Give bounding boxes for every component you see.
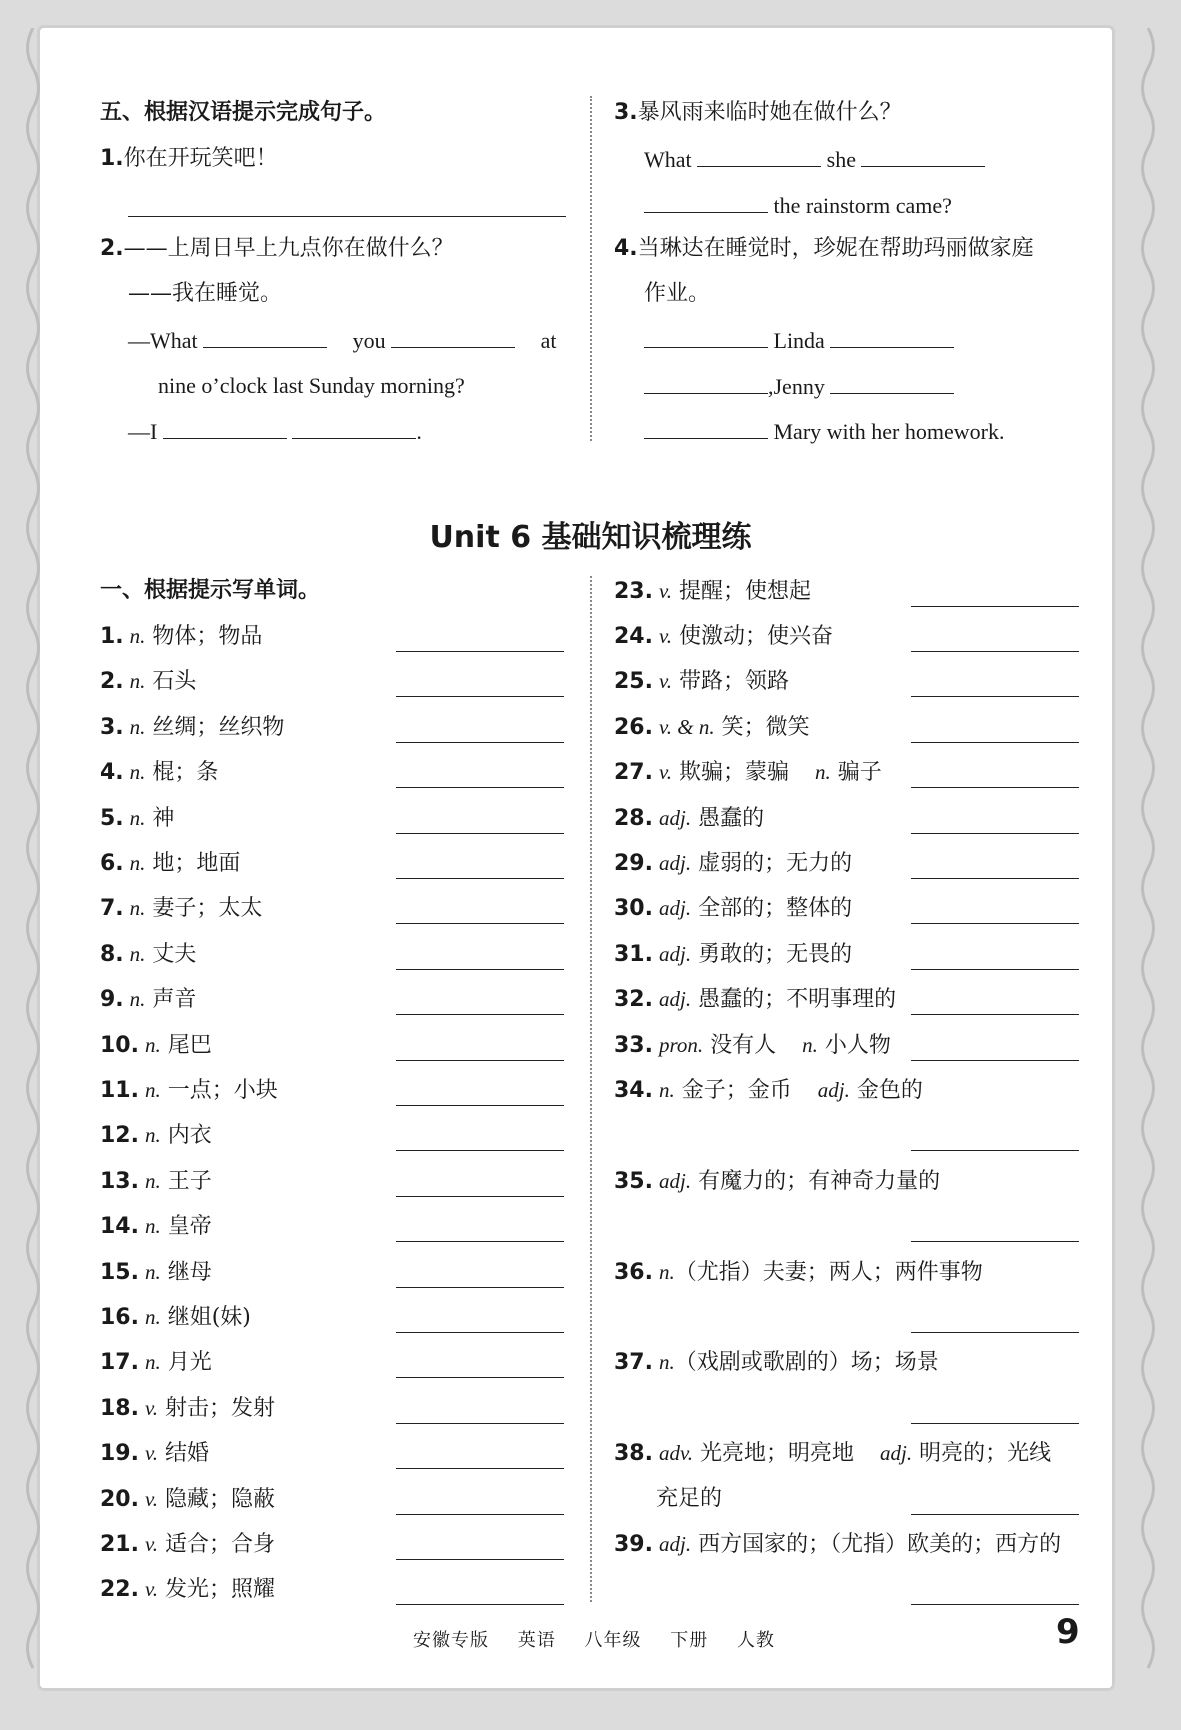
word-item [614, 1030, 891, 1061]
word-item [614, 1529, 1061, 1560]
item-number: 28. [614, 805, 653, 831]
footer-grade: 八年级 [584, 1630, 642, 1651]
word-item [100, 803, 174, 834]
answer-line[interactable] [396, 833, 564, 834]
answer-line[interactable] [396, 1604, 564, 1605]
answer-line[interactable] [911, 923, 1079, 924]
en-text: the rainstorm came? [773, 193, 952, 218]
part-of-speech: n. [658, 1078, 675, 1102]
s5-q4-line1 [614, 234, 1034, 264]
word-item [100, 1166, 212, 1197]
answer-blank[interactable] [830, 371, 954, 394]
question-text: 暴风雨来临时她在做什么？ [637, 100, 902, 125]
page-number: 9 [1056, 1612, 1080, 1652]
item-number: 35. [614, 1168, 653, 1194]
word-item [614, 666, 789, 697]
definition: 没有人 [703, 1032, 777, 1058]
word-item [614, 712, 810, 743]
word-item [614, 893, 852, 924]
part-of-speech: v. [144, 1486, 158, 1511]
definition: 结婚 [158, 1441, 209, 1467]
s5-q2-en-line1 [128, 325, 557, 356]
item-number: 2. [100, 669, 124, 695]
part-of-speech: n. [144, 1123, 161, 1148]
answer-line[interactable] [396, 742, 564, 743]
item-38-continuation: 充足的 [656, 1485, 723, 1511]
answer-line[interactable] [911, 1604, 1079, 1605]
question-text: 你在开玩笑吧！ [123, 146, 278, 171]
answer-line[interactable] [396, 1423, 564, 1424]
part-of-speech: n. [129, 669, 146, 694]
item-number: 10. [100, 1032, 139, 1058]
part-of-speech: v. [658, 578, 672, 603]
item-number: 7. [100, 896, 124, 922]
answer-line[interactable] [396, 1287, 564, 1288]
part-of-speech: n. [129, 714, 146, 739]
item-number: 13. [100, 1168, 139, 1194]
en-text: What [644, 147, 692, 172]
item-number: 4. [100, 760, 124, 786]
definition: 隐藏；隐蔽 [158, 1486, 275, 1512]
footer-info [413, 1626, 797, 1652]
definition: 月光 [160, 1350, 212, 1376]
item-number: 1. [100, 624, 124, 649]
part-of-speech: n. [658, 1259, 675, 1284]
definition: 适合；合身 [158, 1532, 275, 1557]
answer-blank[interactable] [644, 371, 768, 394]
answer-line[interactable] [911, 833, 1079, 834]
definition: 全部的；整体的 [691, 896, 853, 922]
answer-line[interactable] [396, 1559, 564, 1560]
part-of-speech-2: n. [802, 1032, 818, 1057]
word-item [100, 1302, 251, 1333]
word-item [100, 1529, 275, 1560]
definition: 棍；条 [145, 760, 219, 786]
question-text: ——上周日早上九点你在做什么？ [123, 236, 454, 261]
word-item [100, 939, 196, 970]
s5-q2-line2: ——我在睡觉。 [128, 281, 283, 306]
word-item [100, 1393, 275, 1424]
part-of-speech: v. [658, 760, 672, 785]
definition: 皇帝 [160, 1214, 212, 1240]
part-of-speech: n. [129, 624, 146, 648]
answer-line[interactable] [911, 651, 1079, 652]
s5-q4-en-line2 [644, 371, 954, 402]
word-item [100, 757, 218, 788]
answer-line[interactable] [396, 878, 564, 879]
right-wavy-border [1137, 28, 1159, 1688]
answer-blank[interactable] [203, 325, 327, 348]
part-of-speech: v. [144, 1395, 158, 1420]
word-item [100, 893, 262, 924]
answer-line[interactable] [396, 923, 564, 924]
definition: 继姐(妹) [160, 1305, 251, 1330]
definition: （戏剧或歌剧的）场；场景 [674, 1350, 939, 1376]
word-item [100, 1075, 278, 1106]
s5-q3-en-line2 [644, 190, 952, 221]
part-of-speech-2: adj. [880, 1441, 913, 1466]
definition: 光亮地；明亮地 [693, 1441, 854, 1467]
answer-blank[interactable] [391, 325, 515, 348]
item-number: 11. [100, 1078, 139, 1103]
question-number: 4. [614, 236, 638, 261]
item-number: 22. [100, 1577, 139, 1603]
definition: 妻子；太太 [145, 896, 263, 922]
item-number: 37. [614, 1350, 653, 1376]
definition: 勇敢的；无畏的 [691, 941, 853, 967]
item-number: 3. [100, 714, 124, 740]
item-number: 17. [100, 1350, 139, 1376]
s5-q2-en-line3 [128, 416, 422, 447]
part-of-speech: v. [144, 1441, 158, 1466]
answer-line[interactable] [911, 742, 1079, 743]
answer-line[interactable] [396, 696, 564, 697]
answer-blank[interactable] [292, 416, 416, 439]
answer-blank[interactable] [644, 325, 768, 348]
item-number: 27. [614, 760, 653, 786]
answer-line[interactable] [911, 1514, 1079, 1515]
definition: 发光；照耀 [158, 1577, 275, 1603]
word-item [100, 712, 284, 743]
part-of-speech-2: n. [815, 760, 831, 785]
en-text: —I [128, 419, 158, 444]
part-of-speech: adj. [658, 1532, 692, 1556]
answer-blank[interactable] [644, 416, 768, 439]
question-number: 1. [100, 146, 124, 171]
answer-line[interactable] [911, 1014, 1079, 1015]
answer-line[interactable] [911, 878, 1079, 879]
item-number: 25. [614, 669, 653, 695]
part-of-speech: n. [144, 1259, 161, 1284]
word-item [614, 848, 852, 879]
en-text: at [540, 328, 557, 353]
part-of-speech: adj. [658, 987, 692, 1012]
footer-volume: 下册 [670, 1630, 709, 1651]
item-number: 23. [614, 578, 653, 604]
answer-line[interactable] [396, 1150, 564, 1151]
part-of-speech: n. [129, 896, 146, 921]
item-number: 20. [100, 1486, 139, 1512]
answer-line[interactable] [396, 651, 564, 652]
definition: 丈夫 [145, 941, 197, 967]
s5-q4-en-line1 [644, 325, 954, 356]
part-of-speech: n. [658, 1350, 675, 1375]
part-of-speech: n. [129, 941, 146, 966]
word-item [614, 1075, 923, 1106]
word-item [100, 621, 262, 652]
question-number: 2. [100, 236, 124, 261]
definition: 使激动；使兴奋 [672, 624, 833, 649]
word-item [614, 576, 811, 607]
s5-q1-answer-line[interactable] [128, 216, 566, 217]
definition: 一点；小块 [160, 1078, 278, 1103]
item-number: 21. [100, 1532, 139, 1557]
definition: 西方国家的；（尤指）欧美的；西方的 [691, 1532, 1062, 1557]
part-of-speech: n. [144, 1305, 161, 1329]
answer-line[interactable] [396, 969, 564, 970]
part-of-speech: adv. [658, 1441, 693, 1466]
question-number: 3. [614, 100, 638, 125]
word-item [100, 1120, 212, 1151]
definition: 金子；金币 [674, 1078, 792, 1103]
answer-line[interactable] [396, 1514, 564, 1515]
en-text: ,Jenny [768, 374, 825, 399]
definition: （尤指）夫妻；两人；两件事物 [674, 1259, 983, 1285]
word-item [100, 1484, 275, 1515]
item-number: 14. [100, 1214, 139, 1240]
part-of-speech: adj. [658, 1168, 692, 1193]
word-item [614, 803, 764, 834]
s5-q3-en-line1 [644, 144, 985, 175]
answer-line[interactable] [396, 1014, 564, 1015]
answer-line[interactable] [911, 606, 1079, 607]
part-of-speech: v. [658, 669, 672, 694]
answer-line[interactable] [396, 787, 564, 788]
answer-line[interactable] [396, 1105, 564, 1106]
item-number: 32. [614, 987, 653, 1013]
item-number: 39. [614, 1532, 653, 1557]
part-of-speech: n. [144, 1078, 161, 1102]
answer-line[interactable] [911, 787, 1079, 788]
definition: 愚蠢的 [691, 805, 765, 831]
definition: 虚弱的；无力的 [691, 851, 853, 876]
definition-2: 骗子 [830, 760, 882, 786]
answer-line[interactable] [396, 1060, 564, 1061]
part-of-speech: adj. [658, 896, 692, 921]
definition: 愚蠢的；不明事理的 [691, 987, 897, 1013]
part-of-speech: n. [129, 851, 146, 875]
item-number: 30. [614, 896, 653, 922]
part-of-speech: adj. [658, 805, 692, 830]
definition: 继母 [160, 1259, 212, 1285]
item-number: 36. [614, 1259, 653, 1285]
word-item [614, 1347, 939, 1378]
item-number: 24. [614, 624, 653, 649]
item-number: 16. [100, 1305, 139, 1330]
word-item [100, 1030, 212, 1061]
answer-line[interactable] [911, 969, 1079, 970]
word-item [100, 1438, 209, 1469]
section5-heading: 五、根据汉语提示完成句子。 [100, 100, 387, 125]
word-item [614, 939, 852, 970]
part-of-speech: n. [144, 1350, 161, 1375]
word-item [100, 848, 240, 879]
word-item [614, 1166, 940, 1197]
part-of-speech: v. & n. [658, 714, 715, 739]
item-number: 33. [614, 1032, 653, 1058]
item-number: 12. [100, 1123, 139, 1149]
question-text: 当琳达在睡觉时，珍妮在帮助玛丽做家庭 [637, 236, 1034, 261]
definition: 有魔力的；有神奇力量的 [691, 1168, 941, 1194]
item-number: 18. [100, 1395, 139, 1421]
part-of-speech: n. [144, 1168, 161, 1193]
answer-blank[interactable] [697, 144, 821, 167]
answer-line[interactable] [396, 1468, 564, 1469]
definition: 物体；物品 [145, 624, 263, 649]
item-number: 26. [614, 714, 653, 740]
item-number: 38. [614, 1441, 653, 1467]
s5-q2-en-line2: nine o’clock last Sunday morning? [158, 373, 465, 398]
answer-line[interactable] [911, 1332, 1079, 1333]
word-item [100, 1257, 212, 1288]
footer-region: 安徽专版 [413, 1630, 489, 1651]
en-text: —What [128, 328, 198, 353]
bottom-column-divider [590, 576, 592, 1602]
definition: 神 [145, 805, 175, 831]
definition: 王子 [160, 1168, 212, 1194]
word-item [100, 1211, 212, 1242]
answer-line[interactable] [396, 1241, 564, 1242]
item-number: 29. [614, 851, 653, 876]
footer-publisher: 人教 [736, 1630, 775, 1651]
footer-subject: 英语 [517, 1630, 556, 1651]
section1-heading: 一、根据提示写单词。 [100, 578, 321, 603]
part-of-speech: pron. [658, 1032, 704, 1057]
answer-line[interactable] [396, 1332, 564, 1333]
part-of-speech: n. [129, 760, 146, 785]
part-of-speech: adj. [658, 851, 692, 875]
word-item [100, 1574, 275, 1605]
definition: 射击；发射 [158, 1395, 275, 1421]
answer-line[interactable] [911, 696, 1079, 697]
part-of-speech: v. [144, 1532, 158, 1556]
answer-blank[interactable] [830, 325, 954, 348]
left-wavy-border [22, 28, 44, 1688]
definition: 带路；领路 [672, 669, 789, 695]
en-text: Linda [773, 328, 825, 353]
en-text: . [416, 419, 422, 444]
definition: 内衣 [160, 1123, 212, 1149]
answer-blank[interactable] [163, 416, 287, 439]
part-of-speech: n. [144, 1032, 161, 1057]
s5-q4-en-line3 [644, 416, 1004, 447]
part-of-speech-2: adj. [817, 1078, 850, 1102]
item-number: 31. [614, 941, 653, 967]
word-item [614, 621, 833, 652]
answer-blank[interactable] [861, 144, 985, 167]
s5-q3 [614, 98, 902, 128]
definition-2: 明亮的；光线 [912, 1441, 1052, 1467]
item-number: 19. [100, 1441, 139, 1467]
answer-line[interactable] [396, 1377, 564, 1378]
en-text: you [352, 328, 386, 353]
en-text: Mary with her homework. [773, 419, 1005, 444]
item-number: 8. [100, 941, 124, 967]
word-item [100, 984, 196, 1015]
item-number: 5. [100, 805, 124, 831]
definition: 欺骗；蒙骗 [672, 760, 789, 786]
part-of-speech: v. [144, 1577, 158, 1602]
top-column-divider [590, 96, 592, 441]
definition: 尾巴 [160, 1032, 212, 1058]
definition: 石头 [145, 669, 197, 695]
word-item [614, 757, 882, 788]
part-of-speech: n. [129, 987, 146, 1012]
definition: 地；地面 [145, 851, 241, 876]
word-item [614, 1438, 1051, 1469]
answer-line[interactable] [396, 1196, 564, 1197]
answer-line[interactable] [911, 1150, 1079, 1151]
item-number: 15. [100, 1259, 139, 1285]
word-item [614, 984, 896, 1015]
word-item [100, 666, 196, 697]
answer-line[interactable] [911, 1060, 1079, 1061]
item-number: 6. [100, 851, 124, 876]
part-of-speech: n. [129, 805, 146, 830]
en-text: she [826, 147, 856, 172]
definition: 声音 [145, 987, 197, 1013]
definition: 丝绸；丝织物 [145, 714, 285, 740]
unit-title: Unit 6 基础知识梳理练 [429, 520, 752, 555]
part-of-speech: adj. [658, 941, 692, 966]
s5-q4-line2: 作业。 [644, 281, 711, 306]
word-item [100, 1347, 212, 1378]
definition-2: 金色的 [849, 1078, 923, 1103]
s5-q2-line1 [100, 234, 454, 264]
item-number: 9. [100, 987, 124, 1013]
part-of-speech: n. [144, 1214, 161, 1239]
definition-2: 小人物 [817, 1032, 891, 1058]
answer-blank[interactable] [644, 190, 768, 213]
definition: 提醒；使想起 [672, 578, 811, 604]
s5-q1 [100, 144, 278, 174]
word-item [614, 1257, 983, 1288]
answer-line[interactable] [911, 1423, 1079, 1424]
item-number: 34. [614, 1078, 653, 1103]
answer-line[interactable] [911, 1241, 1079, 1242]
part-of-speech: v. [658, 624, 672, 648]
definition: 笑；微笑 [714, 714, 810, 740]
